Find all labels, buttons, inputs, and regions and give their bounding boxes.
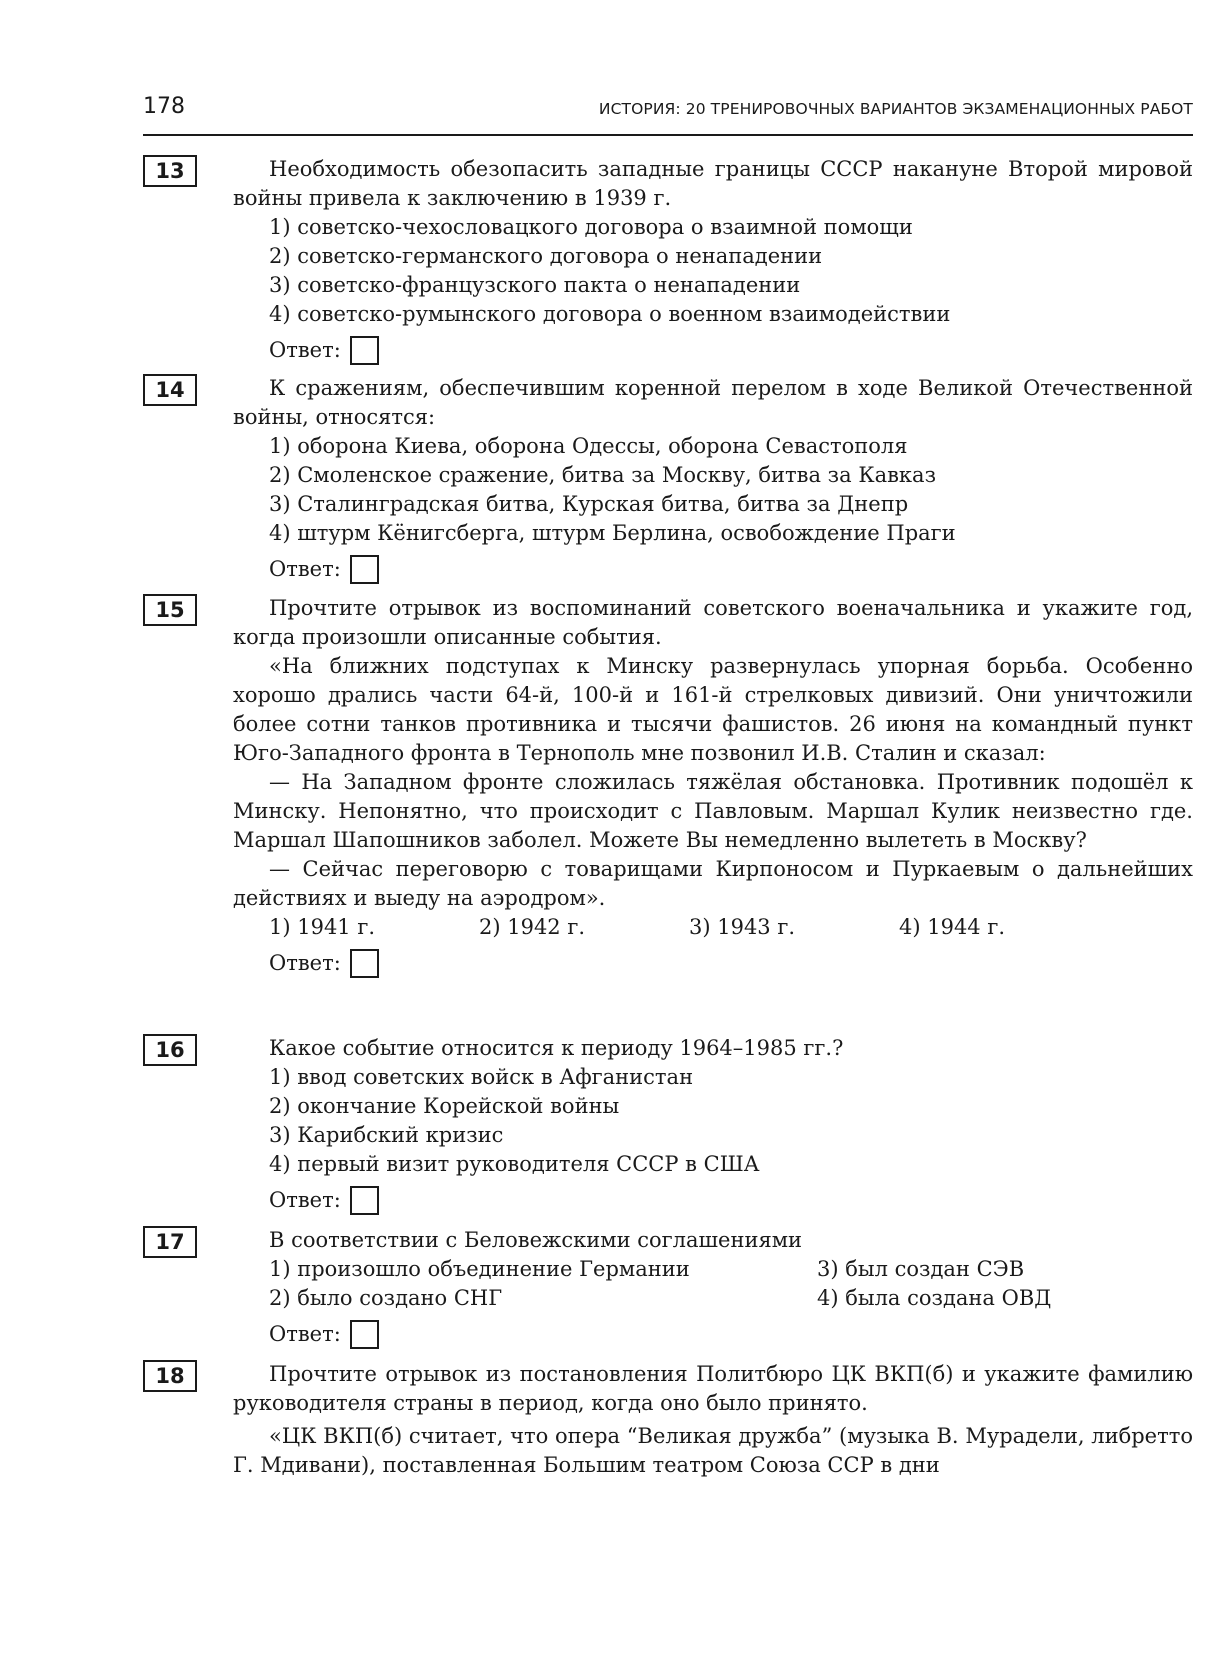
running-title: ИСТОРИЯ: 20 ТРЕНИРОВОЧНЫХ ВАРИАНТОВ ЭКЗАМЕНАЦИОННЫХ РАБОТ	[598, 100, 1193, 118]
answer-box[interactable]	[350, 949, 379, 978]
option: 1) оборона Киева, оборона Одессы, оборона Севастополя	[269, 434, 908, 458]
answer-label: Ответ:	[269, 556, 341, 581]
page-number: 178	[143, 94, 185, 119]
passage-paragraph: «ЦК ВКП(б) считает, что опера “Великая дружба” (музыка В. Мурадели, либретто Г. Мдивани), поставленная Большим театром Союза ССР в дни	[233, 1424, 1193, 1477]
options-list	[269, 913, 1193, 942]
passage-paragraph: — На Западном фронте сложилась тяжёлая обстановка. Противник подошёл к Минску. Непонятно, что происходит с Павловым. Маршал Кулик неизвестно где. Маршал Шапошников заболел. Можете Вы немедленно вылететь в Москву?	[233, 770, 1193, 852]
task-number: 17	[143, 1226, 197, 1258]
answer-row	[269, 552, 1193, 586]
options-list	[269, 213, 1193, 329]
option: 2) Смоленское сражение, битва за Москву, битва за Кавказ	[269, 463, 937, 487]
passage-paragraph: — Сейчас переговорю с товарищами Кирпоносом и Пуркаевым о дальнейших действиях и выеду на аэродром».	[233, 857, 1193, 910]
option: 1) советско-чехословацкого договора о взаимной помощи	[269, 215, 913, 239]
answer-box[interactable]	[350, 1320, 379, 1349]
answer-label: Ответ:	[269, 950, 341, 975]
option: 2) окончание Корейской войны	[269, 1094, 620, 1118]
question-text: Какое событие относится к периоду 1964–1985 гг.?	[269, 1036, 844, 1060]
answer-box[interactable]	[350, 336, 379, 365]
question-text: К сражениям, обеспечившим коренной перелом в ходе Великой Отечественной войны, относятся:	[233, 376, 1193, 429]
answer-box[interactable]	[350, 1186, 379, 1215]
option: 4) советско-румынского договора о военном взаимодействии	[269, 302, 951, 326]
option: 4) штурм Кёнигсберга, штурм Берлина, освобождение Праги	[269, 521, 956, 545]
option: 4) 1944 г.	[899, 915, 1006, 939]
option: 1) произошло объединение Германии	[269, 1257, 690, 1281]
task-18	[143, 1360, 1193, 1480]
task-16	[143, 1034, 1193, 1217]
answer-row	[269, 946, 1193, 980]
option: 1) 1941 г.	[269, 915, 376, 939]
question-text: В соответствии с Беловежскими соглашениями	[269, 1228, 803, 1252]
task-13	[143, 155, 1193, 367]
option: 3) был создан СЭВ	[817, 1257, 1025, 1281]
task-number: 14	[143, 374, 197, 406]
answer-row	[269, 1183, 1193, 1217]
answer-label: Ответ:	[269, 1187, 341, 1212]
options-list	[269, 1063, 1193, 1179]
task-number: 16	[143, 1034, 197, 1066]
question-text: Прочтите отрывок из воспоминаний советского военачальника и укажите год, когда произошли описанные события.	[233, 596, 1193, 649]
answer-box[interactable]	[350, 555, 379, 584]
answer-row	[269, 333, 1193, 367]
option: 1) ввод советских войск в Афганистан	[269, 1065, 694, 1089]
option: 2) было создано СНГ	[269, 1286, 503, 1310]
option: 3) 1943 г.	[689, 915, 796, 939]
answer-label: Ответ:	[269, 1321, 341, 1346]
option: 3) советско-французского пакта о ненападении	[269, 273, 801, 297]
option: 2) советско-германского договора о ненападении	[269, 244, 823, 268]
question-text: Прочтите отрывок из постановления Политбюро ЦК ВКП(б) и укажите фамилию руководителя страны в период, когда оно было принято.	[233, 1362, 1193, 1415]
task-14	[143, 374, 1193, 586]
option: 4) первый визит руководителя СССР в США	[269, 1152, 760, 1176]
option: 3) Карибский кризис	[269, 1123, 504, 1147]
option: 2) 1942 г.	[479, 915, 586, 939]
answer-label: Ответ:	[269, 337, 341, 362]
task-number: 13	[143, 155, 197, 187]
page-header	[143, 92, 1193, 136]
option: 4) была создана ОВД	[817, 1286, 1052, 1310]
options-list	[269, 432, 1193, 548]
answer-row	[269, 1317, 1193, 1351]
options-list	[269, 1255, 1193, 1313]
passage-paragraph: «На ближних подступах к Минску развернулась упорная борьба. Особенно хорошо дрались части 64-й, 100-й и 161-й стрелковых дивизий. Они уничтожили более сотни танков противника и тысячи фашистов. 26 июня на командный пункт Юго-Западного фронта в Тернополь мне позвонил И.В. Сталин и сказал:	[233, 654, 1193, 765]
question-text: Необходимость обезопасить западные границы СССР накануне Второй мировой войны привела к заключению в 1939 г.	[233, 157, 1193, 210]
option: 3) Сталинградская битва, Курская битва, битва за Днепр	[269, 492, 909, 516]
task-number: 18	[143, 1360, 197, 1392]
task-number: 15	[143, 594, 197, 626]
task-15	[143, 594, 1193, 980]
task-17	[143, 1226, 1193, 1351]
